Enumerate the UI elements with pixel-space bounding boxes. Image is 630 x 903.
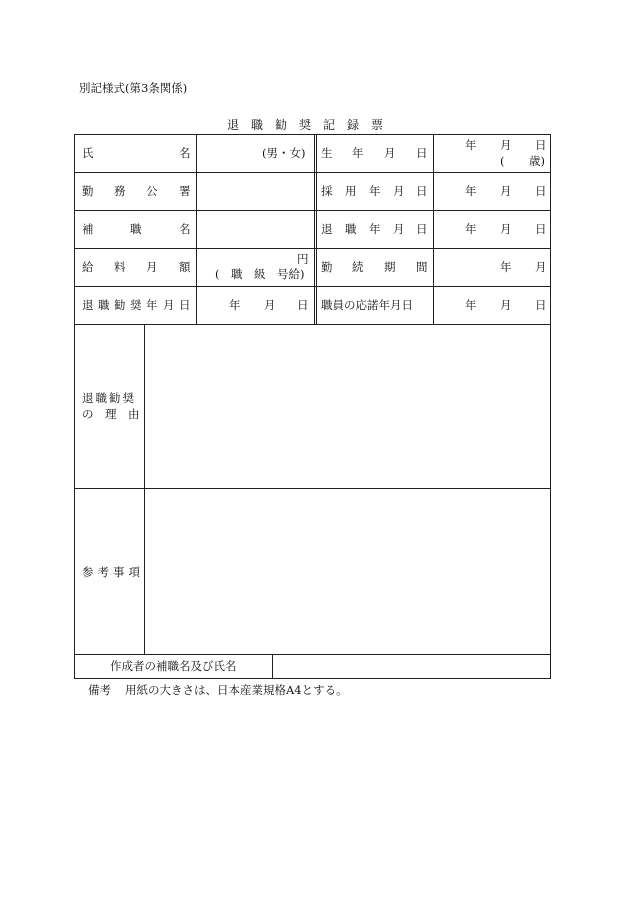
acceptance-year-unit: 年 — [465, 298, 477, 312]
retire-year-unit: 年 — [465, 222, 477, 236]
salary-label-1: 給 — [82, 260, 94, 274]
retire-month-unit: 月 — [500, 222, 512, 236]
retire-label-5: 日 — [416, 222, 428, 236]
remark-label: 備考 — [88, 683, 111, 697]
creator-label: 作成者の補職名及び氏名 — [110, 659, 237, 673]
hire-label-3: 年 — [369, 184, 381, 198]
reason-field[interactable] — [146, 326, 549, 487]
birth-label-1: 生 — [321, 146, 333, 160]
retire-label-3: 年 — [369, 222, 381, 236]
birth-label-3: 月 — [384, 146, 396, 160]
hire-label-5: 日 — [416, 184, 428, 198]
age-open-paren: ( — [500, 154, 505, 168]
birth-year-unit: 年 — [465, 138, 477, 152]
notes-label: 参考事項 — [82, 565, 144, 579]
hire-month-unit: 月 — [500, 184, 512, 198]
recommend-year-unit: 年 — [229, 298, 241, 312]
birth-month-unit: 月 — [500, 138, 512, 152]
retire-label-2: 職 — [345, 222, 357, 236]
post-label-3: 名 — [179, 222, 191, 236]
hire-label-4: 月 — [393, 184, 405, 198]
tenure-label-3: 期 — [384, 260, 396, 274]
recommend-label-1: 退 — [82, 298, 94, 312]
retire-label-4: 月 — [393, 222, 405, 236]
recommend-month-unit: 月 — [264, 298, 276, 312]
acceptance-month-unit: 月 — [500, 298, 512, 312]
recommend-label-6: 月 — [163, 298, 175, 312]
hire-year-unit: 年 — [465, 184, 477, 198]
acceptance-label: 職員の応諾年月日 — [321, 298, 413, 312]
name-label-1: 氏 — [82, 146, 94, 160]
salary-label-3: 月 — [146, 260, 158, 274]
grade-field: ( 職 級 号給) — [215, 267, 305, 281]
remark-text: 用紙の大きさは、日本産業規格A4とする。 — [125, 683, 348, 697]
creator-field[interactable] — [274, 656, 549, 677]
recommend-label-3: 勧 — [114, 298, 126, 312]
tenure-label-4: 間 — [416, 260, 428, 274]
age-unit: 歳) — [529, 154, 545, 168]
birth-label-4: 日 — [416, 146, 428, 160]
birth-day-unit: 日 — [535, 138, 547, 152]
recommend-day-unit: 日 — [297, 298, 309, 312]
recommend-label-2: 職 — [98, 298, 110, 312]
notes-field[interactable] — [146, 490, 549, 653]
tenure-label-2: 続 — [352, 260, 364, 274]
tenure-month-unit: 月 — [535, 260, 547, 274]
office-label-4: 署 — [179, 184, 191, 198]
salary-label-2: 料 — [114, 260, 126, 274]
yen-unit: 円 — [297, 252, 309, 266]
hire-day-unit: 日 — [535, 184, 547, 198]
retire-day-unit: 日 — [535, 222, 547, 236]
tenure-year-unit: 年 — [500, 260, 512, 274]
form-reference: 別記様式(第3条関係) — [79, 81, 188, 95]
hire-label-1: 採 — [321, 184, 333, 198]
birth-label-2: 年 — [352, 146, 364, 160]
tenure-label-1: 勤 — [321, 260, 333, 274]
office-label-1: 勤 — [82, 184, 94, 198]
form-title: 退 職 勧 奨 記 録 票 — [227, 118, 384, 132]
recommend-label-5: 年 — [146, 298, 158, 312]
recommend-label-4: 奨 — [130, 298, 142, 312]
salary-label-4: 額 — [179, 260, 191, 274]
office-label-2: 務 — [114, 184, 126, 198]
post-label-2: 職 — [130, 222, 142, 236]
acceptance-day-unit: 日 — [535, 298, 547, 312]
gender-field: (男・女) — [262, 146, 306, 160]
post-label-1: 補 — [82, 222, 94, 236]
hire-label-2: 用 — [345, 184, 357, 198]
reason-label-line2: の 理 由 — [82, 407, 140, 421]
reason-label-line1: 退職勧奨 — [82, 391, 136, 405]
name-label-2: 名 — [179, 146, 191, 160]
office-label-3: 公 — [146, 184, 158, 198]
retire-label-1: 退 — [321, 222, 333, 236]
recommend-label-7: 日 — [179, 298, 191, 312]
